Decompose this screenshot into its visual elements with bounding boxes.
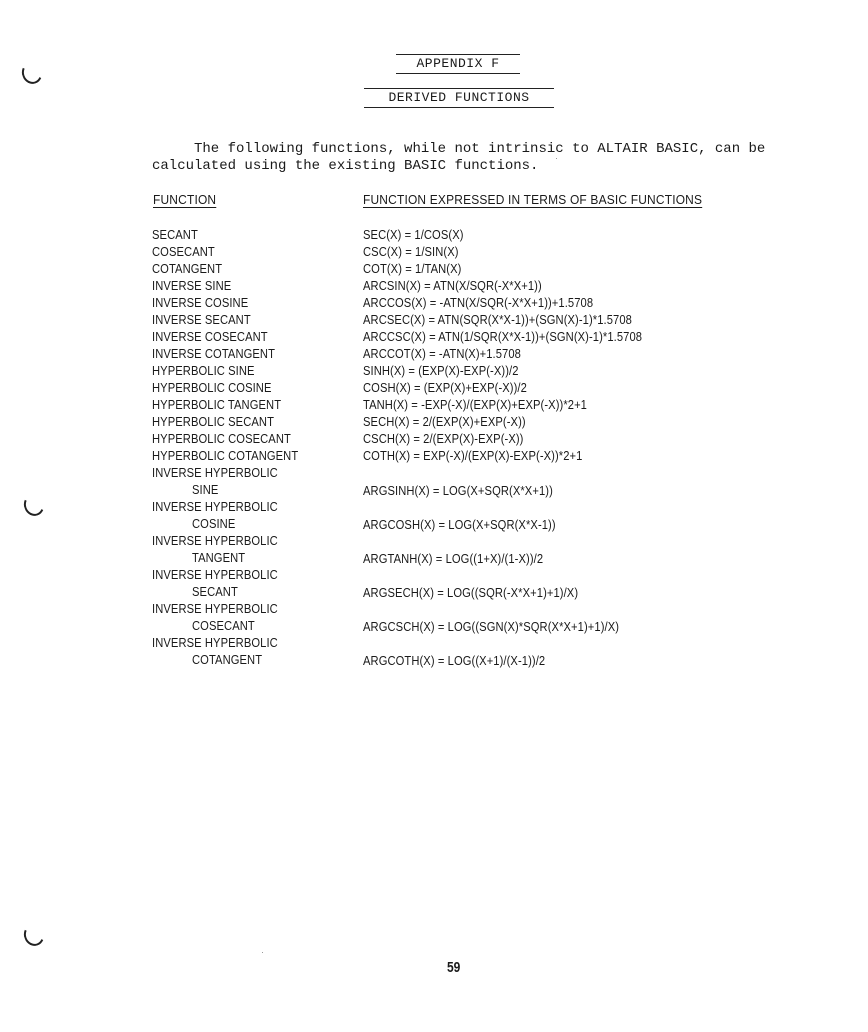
function-name: INVERSE SINE — [152, 278, 232, 293]
function-formula: ARGTANH(X) = LOG((1+X)/(1-X))/2 — [363, 551, 544, 566]
function-formula: ARGCSCH(X) = LOG((SGN(X)*SQR(X*X+1)+1)/X) — [363, 619, 620, 634]
binder-hole-bottom-icon — [21, 921, 47, 949]
function-name: HYPERBOLIC COSINE — [152, 380, 272, 395]
inverse-hyperbolic-label: INVERSE HYPERBOLIC — [152, 499, 278, 514]
binder-hole-top-icon — [19, 59, 45, 87]
appendix-heading — [396, 54, 520, 74]
function-formula: ARGSECH(X) = LOG((SQR(-X*X+1)+1)/X) — [363, 585, 579, 600]
function-formula: ARCCOT(X) = -ATN(X)+1.5708 — [363, 346, 521, 361]
paper-speck — [556, 158, 557, 159]
section-title: DERIVED FUNCTIONS — [364, 89, 554, 108]
function-formula: COTH(X) = EXP(-X)/(EXP(X)-EXP(-X))*2+1 — [363, 448, 583, 463]
function-formula: TANH(X) = -EXP(-X)/(EXP(X)+EXP(-X))*2+1 — [363, 397, 587, 412]
paper-speck — [262, 952, 263, 953]
function-name: COSECANT — [152, 244, 215, 259]
function-formula: ARCCOS(X) = -ATN(X/SQR(-X*X+1))+1.5708 — [363, 295, 594, 310]
function-name: HYPERBOLIC SECANT — [152, 414, 274, 429]
intro-line-1: The following functions, while not intrinsic to ALTAIR BASIC, can be — [152, 141, 766, 157]
function-formula: ARGSINH(X) = LOG(X+SQR(X*X+1)) — [363, 483, 553, 498]
page-number: 59 — [447, 959, 461, 976]
function-name: HYPERBOLIC COTANGENT — [152, 448, 299, 463]
function-name: COTANGENT — [192, 652, 263, 667]
function-formula: ARCSIN(X) = ATN(X/SQR(-X*X+1)) — [363, 278, 542, 293]
function-name: SINE — [192, 482, 219, 497]
function-formula: ARCCSC(X) = ATN(1/SQR(X*X-1))+(SGN(X)-1)*1.5708 — [363, 329, 643, 344]
function-formula: ARGCOTH(X) = LOG((X+1)/(X-1))/2 — [363, 653, 546, 668]
inverse-hyperbolic-label: INVERSE HYPERBOLIC — [152, 601, 278, 616]
function-column-header: FUNCTION — [153, 192, 217, 207]
function-formula: ARCSEC(X) = ATN(SQR(X*X-1))+(SGN(X)-1)*1.5708 — [363, 312, 632, 327]
function-name: HYPERBOLIC TANGENT — [152, 397, 282, 412]
function-name: SECANT — [192, 584, 238, 599]
function-name: COSECANT — [192, 618, 255, 633]
function-name: TANGENT — [192, 550, 246, 565]
function-formula: CSCH(X) = 2/(EXP(X)-EXP(-X)) — [363, 431, 524, 446]
binder-hole-middle-icon — [21, 491, 47, 519]
inverse-hyperbolic-label: INVERSE HYPERBOLIC — [152, 533, 278, 548]
function-formula: COT(X) = 1/TAN(X) — [363, 261, 462, 276]
function-name: COSINE — [192, 516, 236, 531]
function-name: HYPERBOLIC COSECANT — [152, 431, 291, 446]
appendix-title: APPENDIX F — [396, 55, 520, 74]
intro-line-2: calculated using the existing BASIC functions. — [152, 158, 539, 174]
inverse-hyperbolic-label: INVERSE HYPERBOLIC — [152, 465, 278, 480]
function-formula: SINH(X) = (EXP(X)-EXP(-X))/2 — [363, 363, 519, 378]
function-name: COTANGENT — [152, 261, 223, 276]
function-name: SECANT — [152, 227, 198, 242]
function-formula: SECH(X) = 2/(EXP(X)+EXP(-X)) — [363, 414, 526, 429]
function-name: INVERSE COSINE — [152, 295, 249, 310]
function-formula: COSH(X) = (EXP(X)+EXP(-X))/2 — [363, 380, 527, 395]
function-name: INVERSE SECANT — [152, 312, 251, 327]
expression-column-header: FUNCTION EXPRESSED IN TERMS OF BASIC FUNCTIONS — [363, 192, 703, 207]
function-formula: CSC(X) = 1/SIN(X) — [363, 244, 459, 259]
function-formula: SEC(X) = 1/COS(X) — [363, 227, 464, 242]
function-name: INVERSE COTANGENT — [152, 346, 276, 361]
function-name: INVERSE COSECANT — [152, 329, 268, 344]
function-formula: ARGCOSH(X) = LOG(X+SQR(X*X-1)) — [363, 517, 556, 532]
inverse-hyperbolic-label: INVERSE HYPERBOLIC — [152, 635, 278, 650]
intro-paragraph — [152, 141, 792, 175]
inverse-hyperbolic-label: INVERSE HYPERBOLIC — [152, 567, 278, 582]
function-name: HYPERBOLIC SINE — [152, 363, 255, 378]
section-heading — [364, 88, 554, 108]
